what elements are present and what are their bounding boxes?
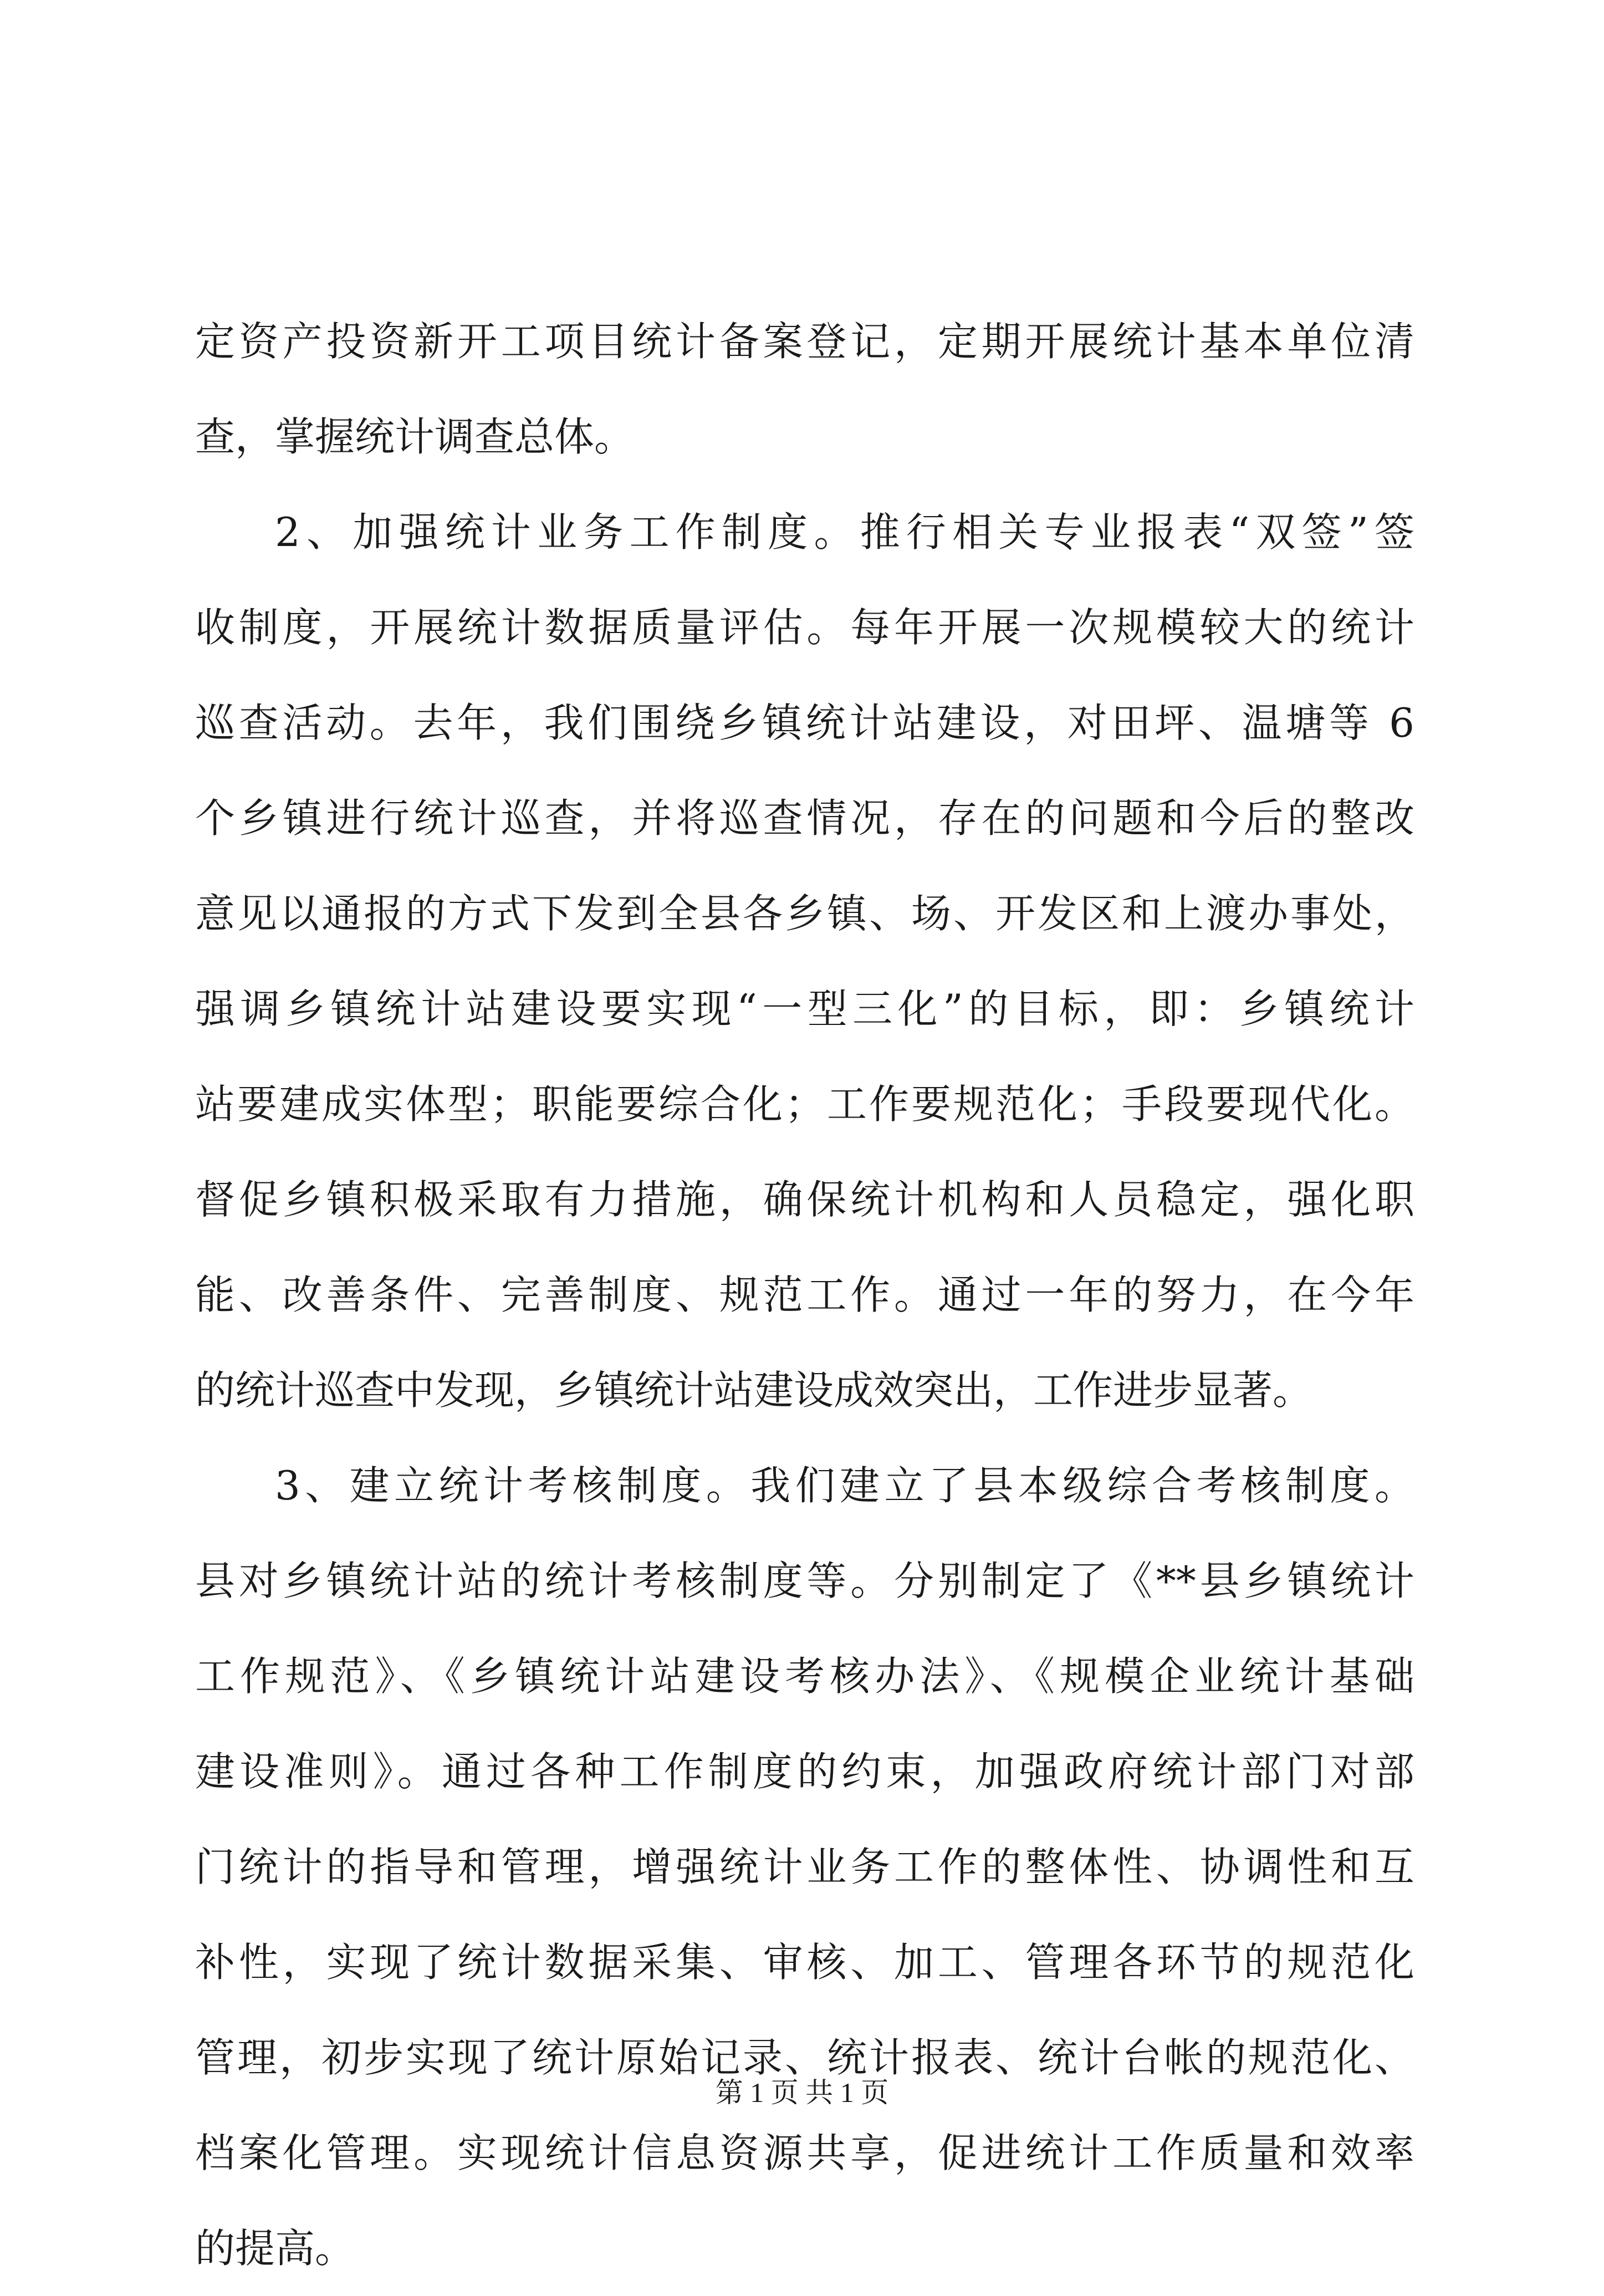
text-line: 定资产投资新开工项目统计备案登记，定期开展统计基本单位清 [195, 318, 1414, 365]
text-line: 门统计的指导和管理，增强统计业务工作的整体性、协调性和互 [195, 1844, 1414, 1890]
text-line: 的统计巡查中发现，乡镇统计站建设成效突出，工作进步显著。 [195, 1367, 1313, 1414]
text-line: 督促乡镇积极采取有力措施，确保统计机构和人员稳定，强化职 [195, 1176, 1414, 1223]
text-line: 建设准则》。通过各种工作制度的约束，加强政府统计部门对部 [195, 1748, 1414, 1795]
text-line: 意见以通报的方式下发到全县各乡镇、场、开发区和上渡办事处， [195, 890, 1414, 937]
document-body [195, 294, 1414, 2296]
text-line: 个乡镇进行统计巡查，并将巡查情况，存在的问题和今后的整改 [195, 795, 1414, 841]
text-line: 县对乡镇统计站的统计考核制度等。分别制定了《**县乡镇统计 [195, 1558, 1414, 1604]
text-line: 能、改善条件、完善制度、规范工作。通过一年的努力，在今年 [195, 1272, 1414, 1318]
text-line: 站要建成实体型；职能要综合化；工作要规范化；手段要现代化。 [195, 1081, 1414, 1127]
text-line: 工作规范》、《乡镇统计站建设考核办法》、《规模企业统计基础 [195, 1653, 1414, 1700]
paragraph-first-line: 2、加强统计业务工作制度。推行相关专业报表“双签”签 [275, 509, 1414, 555]
text-line: 强调乡镇统计站建设要实现“一型三化”的目标，即：乡镇统计 [195, 986, 1414, 1032]
text-line: 补性，实现了统计数据采集、审核、加工、管理各环节的规范化 [195, 1939, 1414, 1986]
text-line: 管理，初步实现了统计原始记录、统计报表、统计台帐的规范化、 [195, 2034, 1414, 2081]
text-line: 巡查活动。去年，我们围绕乡镇统计站建设，对田坪、温塘等 6 [195, 700, 1414, 746]
page-number-footer: 第 1 页 共 1 页 [715, 2077, 889, 2108]
text-line: 查，掌握统计调查总体。 [195, 414, 635, 460]
text-line: 档案化管理。实现统计信息资源共享，促进统计工作质量和效率 [195, 2130, 1414, 2176]
text-line: 的提高。 [195, 2225, 355, 2272]
paragraph-first-line: 3、建立统计考核制度。我们建立了县本级综合考核制度。 [275, 1462, 1414, 1509]
text-line: 收制度，开展统计数据质量评估。每年开展一次规模较大的统计 [195, 604, 1414, 651]
